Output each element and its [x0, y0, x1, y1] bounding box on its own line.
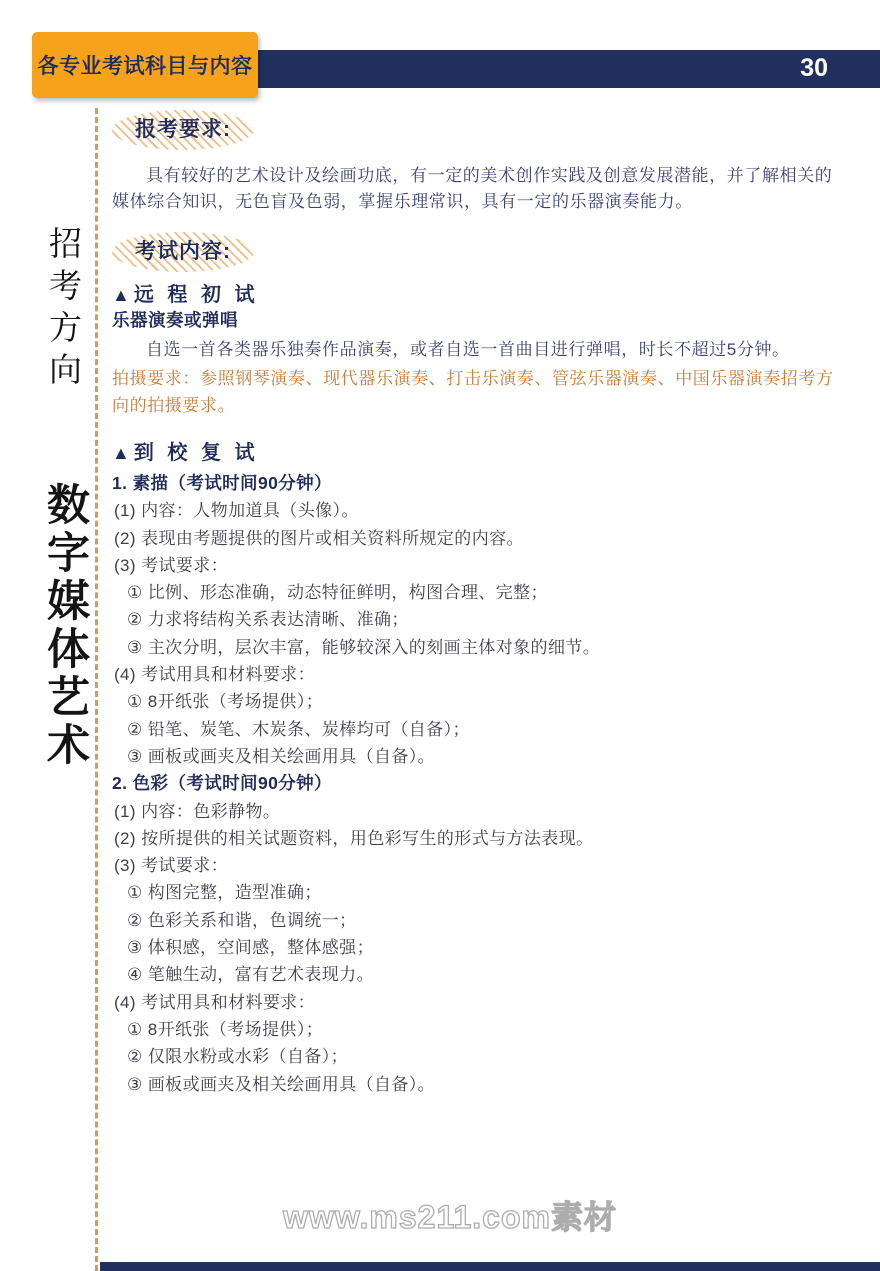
list-item: ② 色彩关系和谐，色调统一； [127, 910, 357, 930]
page-title: 各专业考试科目与内容 [37, 55, 253, 78]
remote-test-subheading: 乐器演奏或弹唱 [112, 310, 238, 330]
list-item: ② 铅笔、炭笔、木炭条、炭棒均可（自备）； [127, 719, 470, 739]
list-item: ① 比例、形态准确，动态特征鲜明，构图合理、完整； [127, 583, 548, 603]
list-item: (2) 按所提供的相关试题资料，用色彩写生的形式与方法表现。 [114, 828, 594, 848]
list-item: (4) 考试用具和材料要求： [114, 992, 316, 1012]
main-content [112, 110, 842, 1098]
list-item: ④ 笔触生动，富有艺术表现力。 [127, 965, 374, 985]
list-item: (1) 内容：色彩静物。 [114, 801, 281, 821]
campus-test-heading-text: 到 校 复 试 [133, 442, 259, 464]
list-item: (4) 考试用具和材料要求： [114, 665, 316, 685]
list-item: ③ 主次分明，层次丰富，能够较深入的刻画主体对象的细节。 [127, 637, 601, 657]
subject-title: 1. 素描（考试时间90分钟） [112, 473, 332, 493]
subject-title: 2. 色彩（考试时间90分钟） [112, 773, 332, 794]
shooting-requirements-note: 拍摄要求：参照钢琴演奏、现代器乐演奏、打击乐演奏、管弦乐器演奏、中国乐器演奏招考方向的拍摄要求。 [112, 369, 834, 415]
remote-test-body: 自选一首各类器乐独奏作品演奏，或者自选一首曲目进行弹唱，时长不超过5分钟。 [146, 340, 790, 359]
exam-content-label: 考试内容: [112, 232, 254, 272]
list-item: (2) 表现由考题提供的图片或相关资料所规定的内容。 [114, 528, 524, 548]
footer-navy-bar [100, 1262, 880, 1271]
page-number: 30 [800, 54, 828, 82]
orange-dashed-divider [95, 108, 98, 1271]
list-item: ③ 画板或画夹及相关绘画用具（自备）。 [127, 1074, 436, 1094]
list-item: ③ 画板或画夹及相关绘画用具（自备）。 [127, 746, 436, 766]
list-item: (3) 考试要求： [114, 856, 229, 876]
watermark: www.ms211.com素材 [283, 1199, 617, 1235]
list-item: ③ 体积感，空间感，整体感强； [127, 938, 374, 958]
triangle-icon: ▲ [112, 285, 130, 305]
requirements-body: 具有较好的艺术设计及绘画功底，有一定的美术创作实践及创意发展潜能，并了解相关的媒体综合知识，无色盲及色弱，掌握乐理常识，具有一定的乐器演奏能力。 [112, 166, 833, 211]
remote-test-heading [112, 283, 842, 308]
list-item: ① 构图完整，造型准确； [127, 883, 322, 903]
campus-test-heading [112, 440, 842, 467]
list-item: (3) 考试要求： [114, 555, 229, 575]
list-item: ① 8开纸张（考场提供）； [127, 692, 324, 712]
requirements-label: 报考要求: [112, 110, 254, 150]
sidebar-direction-label: 招考方向 [45, 226, 82, 394]
header-navy-bar [240, 50, 880, 88]
header-banner [32, 32, 258, 98]
list-item: ② 仅限水粉或水彩（自备）； [127, 1047, 349, 1067]
campus-subjects-list [112, 470, 842, 1098]
list-item: ② 力求将结构关系表达清晰、准确； [127, 610, 409, 630]
list-item: (1) 内容：人物加道具（头像）。 [114, 501, 359, 521]
list-item: ① 8开纸张（考场提供）； [127, 1019, 324, 1039]
triangle-icon: ▲ [112, 443, 130, 463]
sidebar-major-label: 数字媒体艺术 [41, 482, 89, 770]
remote-test-heading-text: 远 程 初 试 [133, 284, 259, 306]
